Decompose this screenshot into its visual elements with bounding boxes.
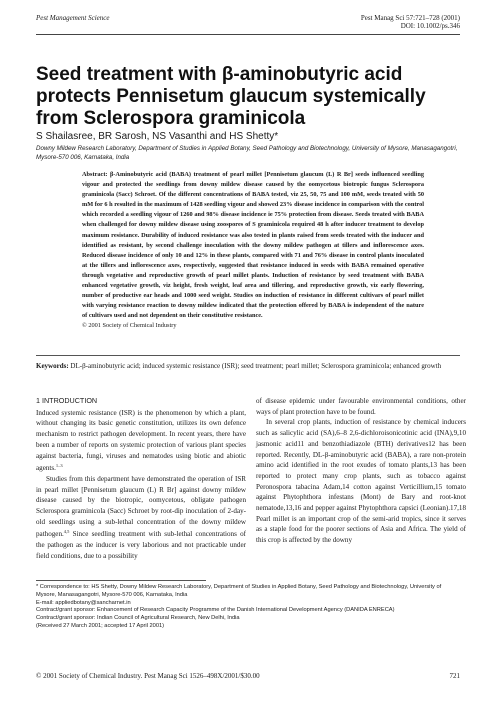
journal-name: Pest Management Science: [36, 14, 110, 22]
abstract-copyright: © 2001 Society of Chemical Industry: [82, 322, 177, 330]
page-number: 721: [449, 672, 460, 680]
footnote-received: (Received 27 March 2001; accepted 17 April 2001): [36, 622, 165, 629]
keywords-text: DL-β-aminobutyric acid; induced systemic resistance (ISR); seed treatment; pearl millet; Sclerospora graminicola; enhanced growth: [70, 362, 442, 370]
article-title: Seed treatment with β-aminobutyric acid protects Pennisetum glaucum systemically from Sclerospora graminicola: [36, 64, 426, 129]
keywords-label: Keywords:: [36, 362, 69, 370]
citation-block: [361, 14, 460, 30]
authors: S Shailasree, BR Sarosh, NS Vasanthi and HS Shetty*: [36, 131, 279, 142]
footer-copyright: © 2001 Society of Chemical Industry. Pest Manag Sci 1526–498X/2001/$30.00: [36, 672, 260, 680]
intro-paragraph-4: In several crop plants, induction of resistance by chemical inducers such as salicylic acid (SA),6–8 2,6-dichloroisonicotinic acid (INA),9,10 jasmonic acid11 and benzothiadiazole (BTH) derivatives12 has been reported. Recently, DL-β-aminobutyric acid (BABA), a rare non-protein amino acid identified in the root exudes of tomato plants,13 has been reported to protect many crop plants, such as tobacco against Peronospora tabacina Adam,14 cotton against Verticillium,15 tomato against Phytophthora infestans (Mont) de Bary and root-knot nematode,13,16 and pepper against Phytophthora capsici (Leonian).17,18 Pearl millet is an important crop of the semi-arid tropics, since it serves as a staple food for the poorer sections of Asia and Africa. The yield of this crop is affected by the downy: [256, 418, 466, 545]
abstract: [82, 170, 424, 332]
section-heading-introduction: 1 INTRODUCTION: [36, 396, 98, 405]
left-column: [36, 396, 246, 562]
intro-paragraph-2: Studies from this department have demonstrated the operation of ISR in pearl millet [Pennisetum glaucum (L) R Br] against downy mildew disease caused by the biotropic, oomycetous, obligate pathogen Sclerospora graminicola (Sacc) Schroet by root-dip inoculation of 2-day-old seedlings using a sub-lethal concentration of the downy mildew pathogen.$^{4,5}$ Since seedling treatment with sub-lethal concentrations of the pathogen as the inducer is very laborious and not practicable under field conditions, due to a possibility: [36, 474, 246, 560]
citation: Pest Manag Sci 57:721–728 (2001): [360, 14, 460, 22]
footnote-sponsor-2: Contract/grant sponsor: Indian Council of Agricultural Research, New Delhi, India: [36, 615, 240, 622]
footnote-sponsor-1: Contract/grant sponsor: Enhancement of Research Capacity Programme of the Danish International Development Agency (DANIDA ENRECA): [36, 607, 395, 614]
footnote-email[interactable]: E-mail: appliedbotany@sancharnet.in: [36, 599, 131, 606]
intro-paragraph-3: of disease epidemic under favourable environmental conditions, other ways of plant protection have to be found.: [256, 397, 466, 416]
footnote-correspondence: * Correspondence to: HS Shetty, Downy Mildew Research Laboratory, Department of Studies in Applied Botany, Seed Pathology and Biotechnology, University of Mysore, Manasagangotri, Mysore-570 006, Karnataka, India: [36, 584, 442, 598]
intro-paragraph-1: Induced systemic resistance (ISR) is the phenomenon by which a plant, without changing its basic genetic constitution, utilizes its own defence mechanism to restrict pathogen development. In recent years, there have been a number of reports on systemic protection of various plant species against bacteria, fungi, viruses and nematodes using biotic and abiotic agents.$^{1-3}$: [36, 408, 246, 473]
affiliation: Downy Mildew Research Laboratory, Department of Studies in Applied Botany, Seed Pathology and Biotechnology, University of Mysore, Manasagangotri, Mysore-570 006, Karnataka, India: [36, 145, 458, 161]
keywords: [36, 361, 462, 372]
header-rule: [36, 34, 460, 35]
doi: DOI: 10.1002/ps.346: [400, 22, 460, 30]
right-column: [256, 396, 466, 546]
footnote-rule: [36, 580, 206, 581]
abstract-rule: [36, 355, 460, 356]
abstract-text: Abstract: β-Aminobutyric acid (BABA) treatment of pearl millet [Pennisetum glaucum (L) R Br] seeds influenced seedling vigour and protected the seedlings from downy mildew disease caused by the oomycetous biotropic fungus Sclerospora graminicola (Sacc) Schroet. Of the different concentrations of BABA tested, viz 25, 50, 75 and 100 mM, seeds treated with 50 mM for 6 h resulted in the maximum of 1428 seedling vigour and showed 23% disease incidence in comparison with the control which recorded a seedling vigour of 1260 and 98% disease incidence ie 75% protection from disease. Seeds treated with BABA when challenged for downy mildew disease using zoospores of S graminicola required 48 h after inducer treatment to develop maximum resistance. Durability of induced resistance was also tested in plants raised from seeds treated with the inducer and identified as resistant, by second challenge inoculation with the downy mildew pathogen at tillers and inflorescence axes. Reduced disease incidence of only 10 and 12% in these plants, compared with 71 and 76% disease in control plants inoculated at the tillers and inflorescence axes, respectively, suggested that resistance induced in seeds with BABA remained operative through vegetative and reproductive growth of pearl millet plants. Induction of resistance by seed treatment with BABA enhanced vegetative growth, viz height, fresh weight, leaf area and tillering, and reproductive growth, viz early flowering, number of productive ear heads and 1000 seed weight. Studies on induction of resistance in different cultivars of pearl millet with varying resistance reaction to downy mildew indicated that the protection offered by BABA is independent of the nature of cultivars used and not dependent on their constitutive resistance.: [82, 171, 424, 320]
footnotes: [36, 584, 462, 631]
